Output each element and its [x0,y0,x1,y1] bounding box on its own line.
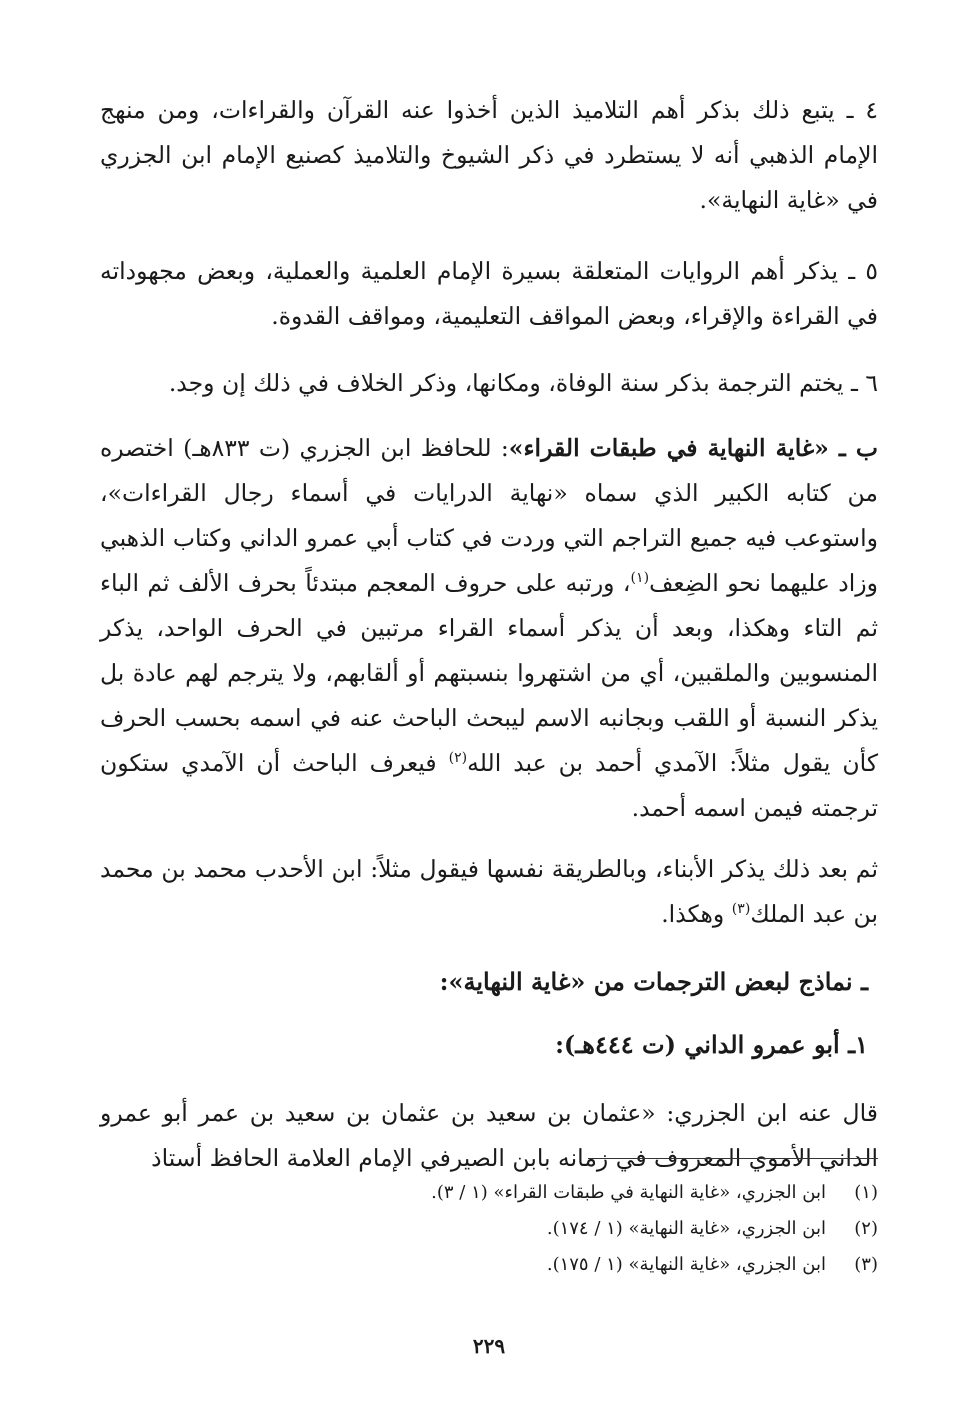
paragraph-text: وهكذا. [661,900,732,928]
paragraph-text: فيعرف الباحث أن الآمدي ستكون ترجمته فيمن اسمه أحمد. [100,749,878,822]
footnote-number: (١) [854,1182,878,1203]
book-title-ghayat: ب ـ «غاية النهاية في طبقات القراء» [508,434,878,462]
page-number: ٢٢٩ [472,1334,506,1358]
footnote-divider [588,1158,878,1159]
paragraph-item-6: ٦ ـ يختم الترجمة بذكر سنة الوفاة، ومكانها، وذكر الخلاف في ذلك إن وجد. [168,369,878,397]
paragraph-item-4: ٤ ـ يتبع ذلك بذكر أهم التلاميذ الذين أخذوا عنه القرآن والقراءات، ومن منهج الإمام الذهبي أنه لا يستطرد في ذكر الشيوخ والتلاميذ كصنيع الإمام ابن الجزري في «غاية النهاية». [100,96,878,214]
section-heading-dani: ١ـ أبو عمرو الداني (ت ٤٤٤هـ): [555,1030,868,1059]
section-heading-models: ـ نماذج لبعض الترجمات من «غاية النهاية»: [439,967,868,996]
footnote-text: ابن الجزري، «غاية النهاية» (١ / ١٧٥). [546,1254,826,1275]
footnote-ref-2[interactable]: (٢) [448,750,468,767]
footnote-text: ابن الجزري، «غاية النهاية» (١ / ١٧٤). [546,1218,826,1239]
footnote-item [178,1211,878,1247]
footnote-item [178,1247,878,1283]
footnote-number: (٢) [854,1218,878,1239]
paragraph-text: ثم بعد ذلك يذكر الأبناء، وبالطريقة نفسها فيقول مثلاً: ابن الأحدب محمد بن محمد بن عبد الملك [100,855,878,928]
paragraph-text: ، ورتبه على حروف المعجم مبتدئاً بحرف الألف ثم الباء ثم التاء وهكذا، وبعد أن يذكر أسماء القراء مرتبين في الحرف الواحد، يذكر المنسوبين والملقبين، أي من اشتهروا بنسبتهم أو ألقابهم، ولا يترجم لهم عادة بل يذكر النسبة أو اللقب وبجانبه الاسم ليبحث الباحث عنه في اسمه بحسب الحرف كأن يقول مثلاً: الآمدي أحمد بن عبد الله [100,569,879,777]
footnotes-section [178,1175,878,1283]
paragraph-quote: قال عنه ابن الجزري: «عثمان بن سعيد بن عثمان بن سعيد بن عمر أبو عمرو الداني الأموي المعروف في زمانه بابن الصيرفي الإمام العلامة الحافظ أستاذ [100,1099,878,1172]
paragraph-sons [100,847,878,937]
paragraph-text: : للحافظ ابن الجزري (ت ٨٣٣هـ) اختصره من كتابه الكبير الذي سماه «نهاية الدرايات في أسماء رجال القراءات»، واستوعب فيه جميع التراجم التي وردت في كتاب أبي عمرو الداني وكتاب الذهبي وزاد عليهما نحو الضِعف [100,434,879,597]
footnote-text: ابن الجزري، «غاية النهاية في طبقات القراء» (١ / ٣). [431,1182,826,1203]
paragraph-item-5: ٥ ـ يذكر أهم الروايات المتعلقة بسيرة الإمام العلمية والعملية، وبعض مجهوداته في القراءة والإقراء، وبعض المواقف التعليمية، ومواقف القدوة. [100,257,878,330]
footnote-ref-3[interactable]: (٣) [731,901,751,918]
footnote-ref-1[interactable]: (١) [630,570,650,587]
paragraph-ghayat-al-nihaya [100,426,878,831]
footnote-item [178,1175,878,1211]
footnote-number: (٣) [854,1254,878,1275]
